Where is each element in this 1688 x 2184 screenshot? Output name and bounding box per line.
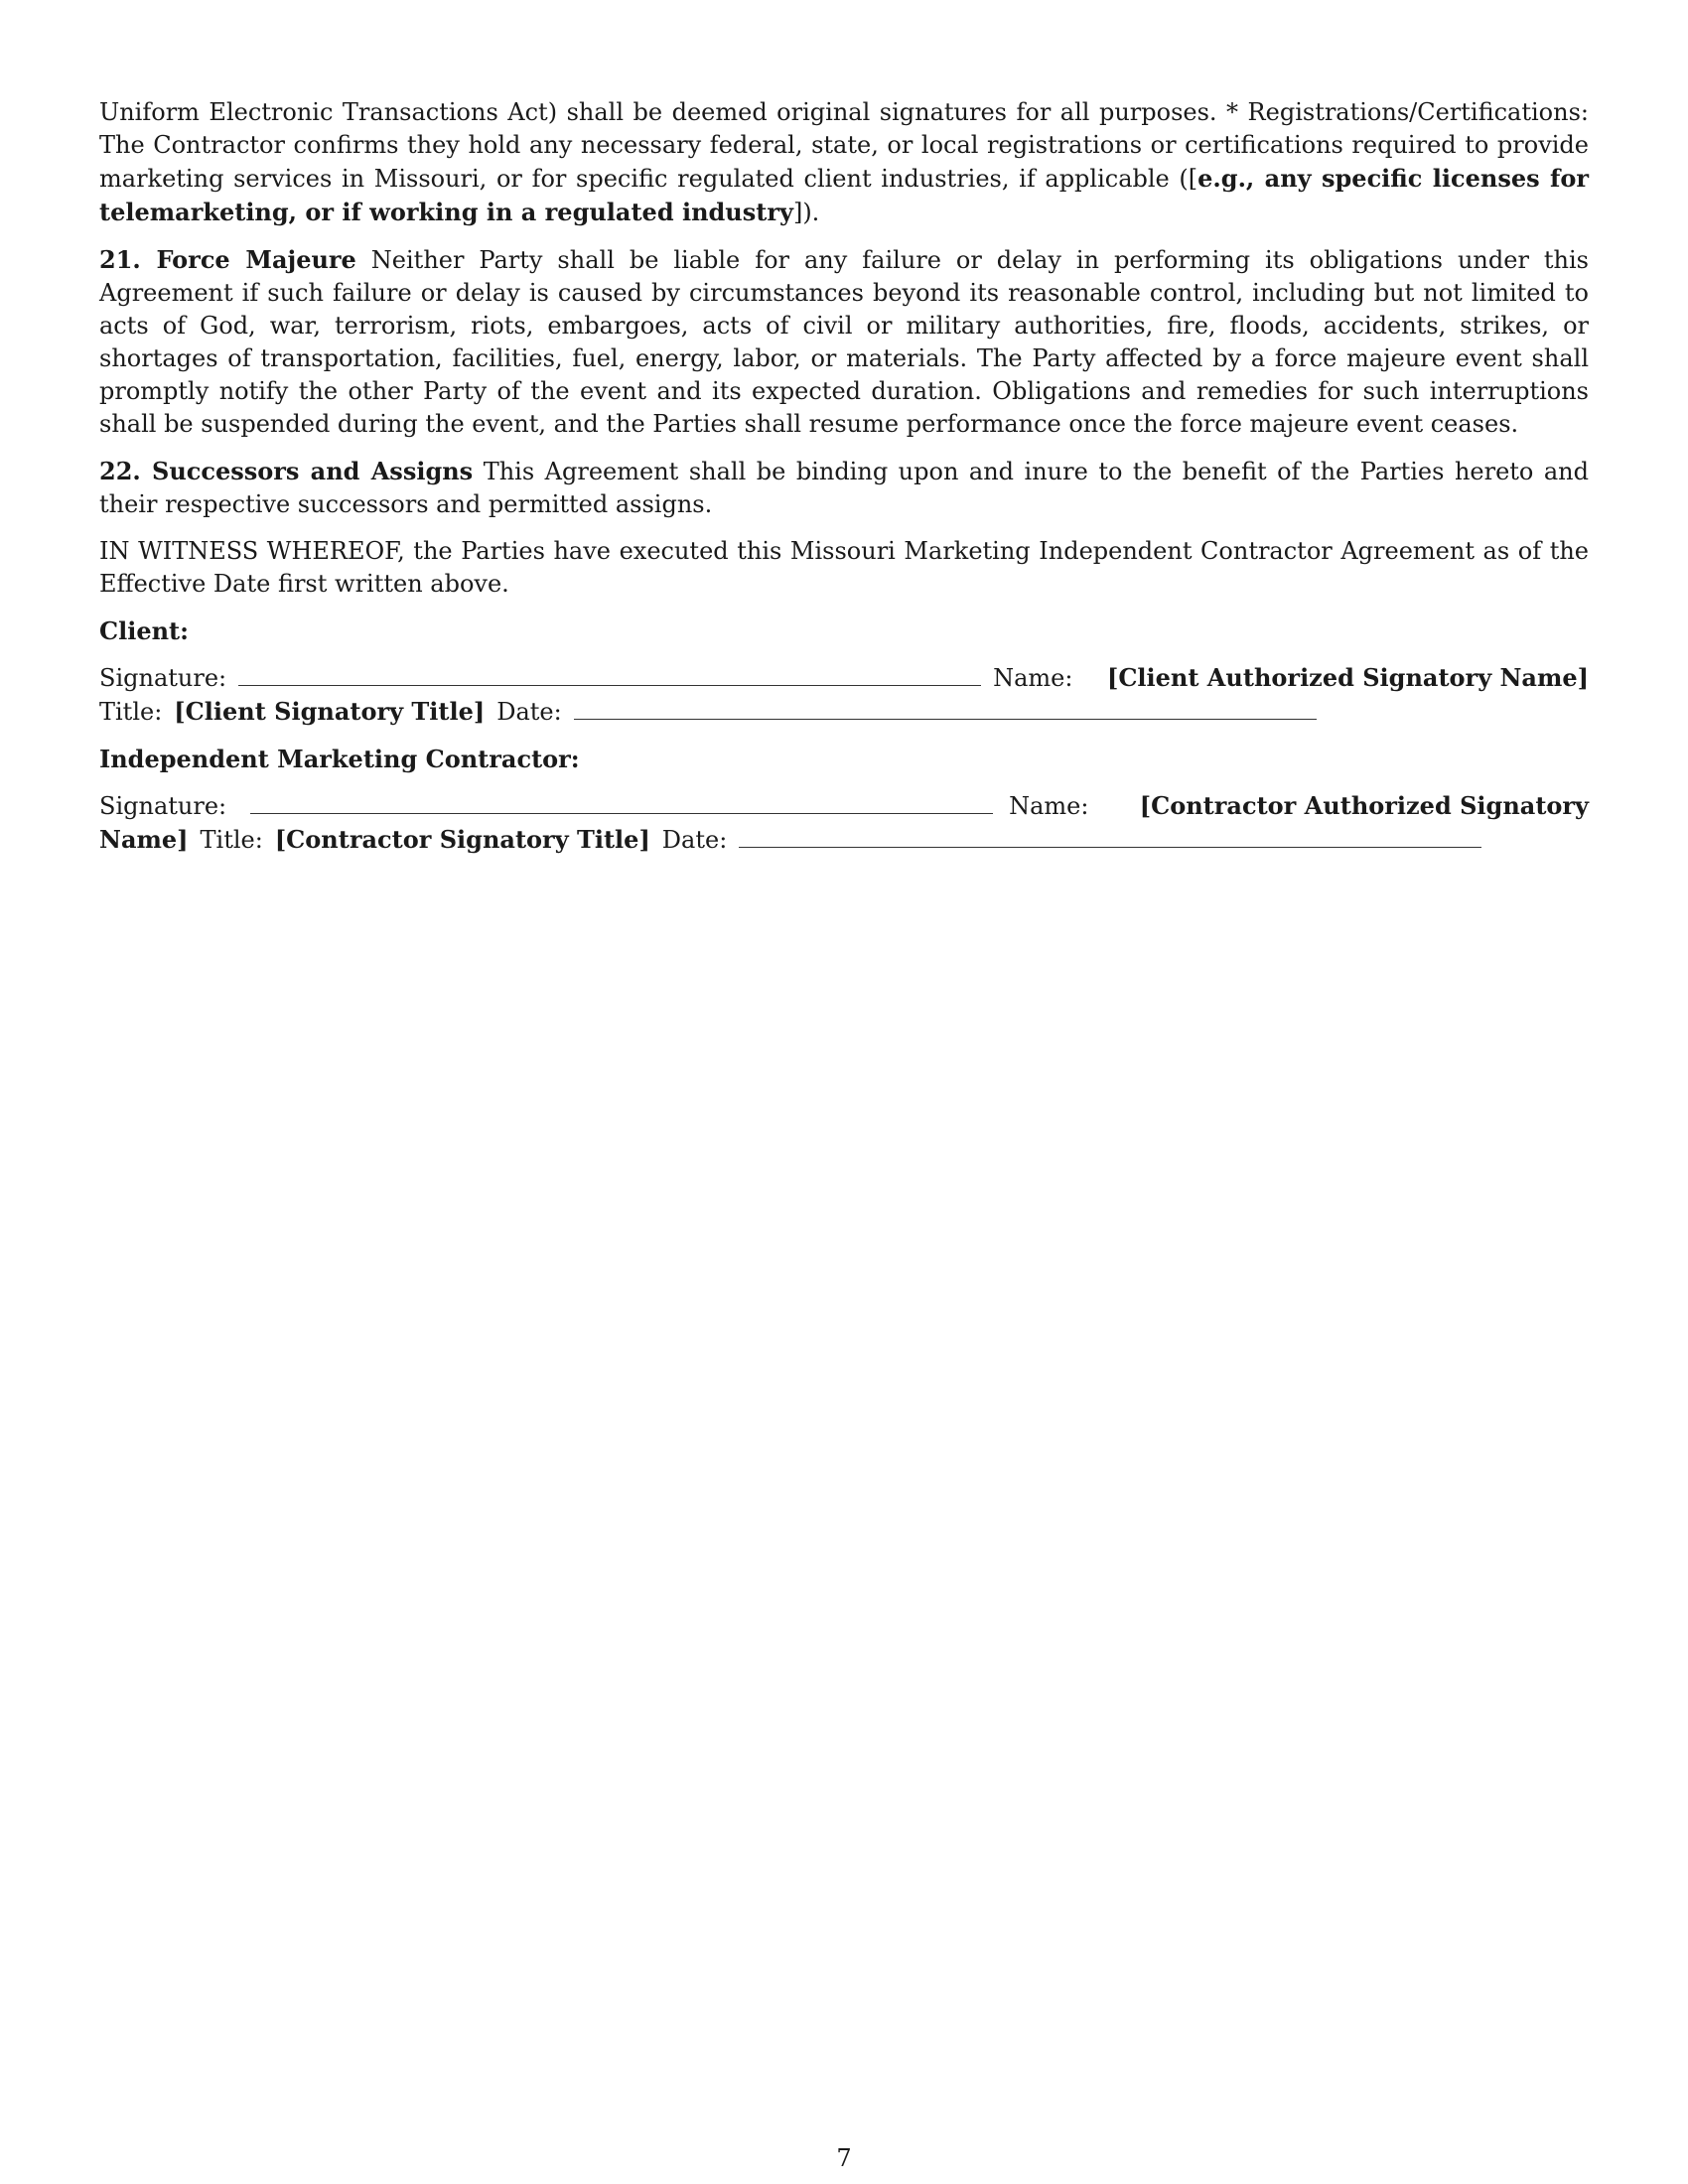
- client-title-placeholder: Client Signatory Title: [185, 697, 474, 726]
- contractor-label: Independent Marketing Contractor:: [99, 745, 580, 773]
- contractor-name-value-line2: Name]: [99, 825, 189, 854]
- section-force-majeure: [99, 243, 1589, 441]
- contractor-title-value: [Contractor Signatory Title]: [274, 825, 650, 854]
- client-name-label: Name:: [993, 664, 1073, 692]
- witness-paragraph: IN WITNESS WHEREOF, the Parties have executed this Missouri Marketing Independent Contractor Agreement as of the Effective Date first written above.: [99, 537, 1589, 598]
- client-name-value: [Client Authorized Signatory Name]: [1106, 663, 1589, 692]
- client-date-line[interactable]: [574, 697, 1317, 720]
- page-number: 7: [836, 2144, 852, 2172]
- intro-paragraph: [99, 96, 1589, 229]
- intro-bold-placeholder: e.g., any specific licenses for telemarketing, or if working in a regulated industry: [99, 164, 1589, 226]
- client-signature-row: [99, 661, 1589, 695]
- client-label: Client:: [99, 616, 189, 645]
- client-signature-line[interactable]: [238, 663, 981, 686]
- client-title-row: [99, 695, 1589, 729]
- section-heading: 21. Force Majeure: [99, 245, 356, 274]
- client-title-value: [Client Signatory Title]: [174, 697, 486, 726]
- client-signature-block: [99, 661, 1589, 729]
- contractor-title-row: [99, 823, 1589, 857]
- contractor-date-label: Date:: [661, 826, 728, 854]
- contractor-signature-line[interactable]: [250, 791, 993, 814]
- contractor-title-placeholder: Contractor Signatory Title: [286, 825, 639, 854]
- contractor-name-placeholder-1: Contractor Authorized Signatory: [1151, 791, 1589, 820]
- contractor-name-label: Name:: [1009, 792, 1089, 820]
- contractor-title-label: Title:: [200, 826, 263, 854]
- contractor-name-placeholder-2: Name: [99, 825, 178, 854]
- client-signature-label: Signature:: [99, 664, 227, 692]
- contractor-name-value-line1: [Contractor Authorized Signatory: [1139, 791, 1589, 820]
- contractor-signature-block: [99, 789, 1589, 857]
- client-date-label: Date:: [496, 698, 562, 726]
- contractor-date-line[interactable]: [739, 825, 1481, 848]
- document-page: [99, 96, 1589, 871]
- section-heading: 22. Successors and Assigns: [99, 457, 474, 485]
- section-body: This Agreement shall be binding upon and inure to the benefit of the Parties hereto and their respective successors and permitted assigns.: [99, 458, 1589, 518]
- contractor-signature-row: [99, 789, 1589, 823]
- client-title-label: Title:: [99, 698, 163, 726]
- intro-text-1: Uniform Electronic Transactions Act) shall be deemed original signatures for all purposes. * Registrations/Certifications: The Contractor confirms they hold any necessary federal, state, or local registrations or certifications required to provide marketing services in Missouri, or for specific regulated client industries, if applicable ([: [99, 98, 1589, 193]
- intro-text-2: ]).: [792, 199, 820, 226]
- client-name-placeholder: Client Authorized Signatory Name: [1118, 663, 1578, 692]
- section-successors-assigns: [99, 455, 1589, 521]
- contractor-signature-label: Signature:: [99, 792, 227, 820]
- section-body: Neither Party shall be liable for any failure or delay in performing its obligations under this Agreement if such failure or delay is caused by circumstances beyond its reasonable control, including but not limited to acts of God, war, terrorism, riots, embargoes, acts of civil or military authorities, fire, floods, accidents, strikes, or shortages of transportation, facilities, fuel, energy, labor, or materials. The Party affected by a force majeure event shall promptly notify the other Party of the event and its expected duration. Obligations and remedies for such interruptions shall be suspended during the event, and the Parties shall resume performance once the force majeure event ceases.: [99, 246, 1589, 438]
